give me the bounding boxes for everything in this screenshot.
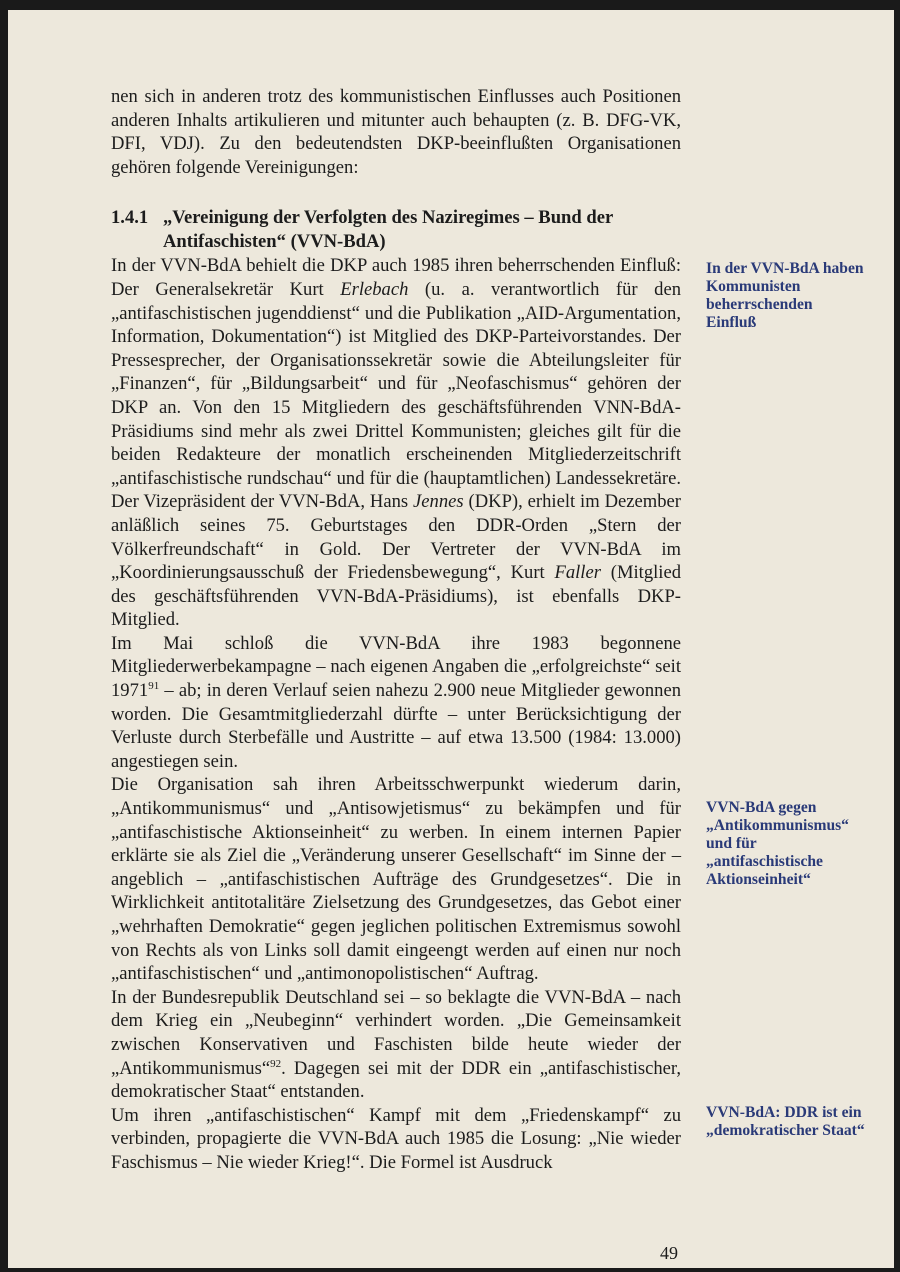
margin-note-ddr: VVN-BdA: DDR ist ein „demokratischer Staat“ <box>706 1104 865 1139</box>
margin-note-aktionseinheit: VVN-BdA gegen „Antikommunismus“ und für „antifaschistische Aktionseinheit“ <box>706 799 849 888</box>
section-number: 1.4.1 <box>111 207 149 229</box>
margin-note-influence: In der VVN-BdA haben Kommunisten beherrschenden Einfluß <box>706 260 864 331</box>
section-heading <box>111 206 681 254</box>
document-page <box>8 10 894 1268</box>
page-number: 49 <box>660 1243 678 1263</box>
paragraph-slogan: Um ihren „antifaschistischen“ Kampf mit dem „Friedenskampf“ zu verbinden, propagierte die VVN-BdA auch 1985 die Losung: „Nie wieder Faschismus – Nie wieder Krieg!“. Die Formel ist Ausdruck <box>111 1104 681 1173</box>
paragraph-focus: Die Organisation sah ihren Arbeitsschwerpunkt wiederum darin, „Antikommunismus“ und „Antisowjetismus“ zu bekämpfen und für „antifaschistische Aktionseinheit“ zu werben. In einem internen Papier erklärte sie als Ziel die „Veränderung unserer Gesellschaft“ im Sinne der – angeblich – „antifaschistischen Aufträge des Grundgesetzes“. Die in Wirklichkeit antitotalitäre Zielsetzung des Grundgesetzes, das Gebot einer „wehrhaften Demokratie“ gegen jeglichen politischen Extremismus sowohl von Rechts als von Links soll damit eingeengt werden auf einen nur noch „antifaschistischen“ und „antimonopolistischen“ Auftrag. <box>111 774 681 985</box>
main-text-column <box>111 85 681 1175</box>
footnote-ref: 92 <box>270 1057 282 1070</box>
paragraph-membership: Im Mai schloß die VVN-BdA ihre 1983 begonnene Mitgliederwerbekampagne – nach eigenen Angaben die „erfolgreichste“ seit 1971$^{91}$ – ab; in deren Verlauf seien nahezu 2.900 neue Mitglieder gewonnen worden. Die Gesamtmitgliederzahl dürfte – unter Berücksichtigung der Verluste durch Sterbefälle und Austritte – auf etwa 13.500 (1984: 13.000) angestiegen sein. <box>111 632 681 772</box>
footnote-ref: 91 <box>148 679 160 692</box>
paragraph-ddr: In der Bundesrepublik Deutschland sei – so beklagte die VVN-BdA – nach dem Krieg ein „Neubeginn“ verhindert worden. „Die Gemeinsamkeit zwischen Konservativen und Faschisten bilde heute wieder der „Antikommunismus“$^{92}$. Dagegen sei mit der DDR ein „antifaschistischer, demokratischer Staat“ entstanden. <box>111 986 681 1103</box>
person-name: Jennes <box>413 491 464 513</box>
paragraph-vvn-influence: In der VVN-BdA behielt die DKP auch 1985 ihren beherrschenden Einfluß: Der Generalsekretär Kurt Erlebach (u. a. verantwortlich für den „antifaschistischen jugenddienst“ und die Publikation „AID-Argumentation, Information, Dokumentation“) ist Mitglied des DKP-Parteivorstandes. Der Pressesprecher, der Organisationssekretär sowie die Abteilungsleiter für „Finanzen“, für „Bildungsarbeit“ und für „Neofaschismus“ gehören der DKP an. Von den 15 Mitgliedern des geschäftsführenden VNN-BdA-Präsidiums sind mehr als zwei Drittel Kommunisten; gleiches gilt für die beiden Redakteure der monatlich erscheinenden Mitgliederzeitschrift „antifaschistische rundschau“ und für die (hauptamtlichen) Landessekretäre. Der Vizepräsident der VVN-BdA, Hans Jennes (DKP), erhielt im Dezember anläßlich seines 75. Geburtstages den DDR-Orden „Stern der Völkerfreundschaft“ in Gold. Der Vertreter der VVN-BdA im „Koordinierungsausschuß der Friedensbewegung“, Kurt Faller (Mitglied des geschäftsführenden VVN-BdA-Präsidiums), ist ebenfalls DKP-Mitglied. <box>111 255 681 631</box>
section-title: „Vereinigung der Verfolgten des Naziregimes – Bund der Antifaschisten“ (VVN-BdA) <box>163 207 613 253</box>
intro-paragraph: nen sich in anderen trotz des kommunistischen Einflusses auch Positionen anderen Inhalts artikulieren und mitunter auch behaupten (z. B. DFG-VK, DFI, VDJ). Zu den bedeutendsten DKP-beeinflußten Organisationen gehören folgende Vereinigungen: <box>111 86 681 178</box>
person-name: Faller <box>554 562 601 584</box>
person-name: Erlebach <box>340 278 409 300</box>
